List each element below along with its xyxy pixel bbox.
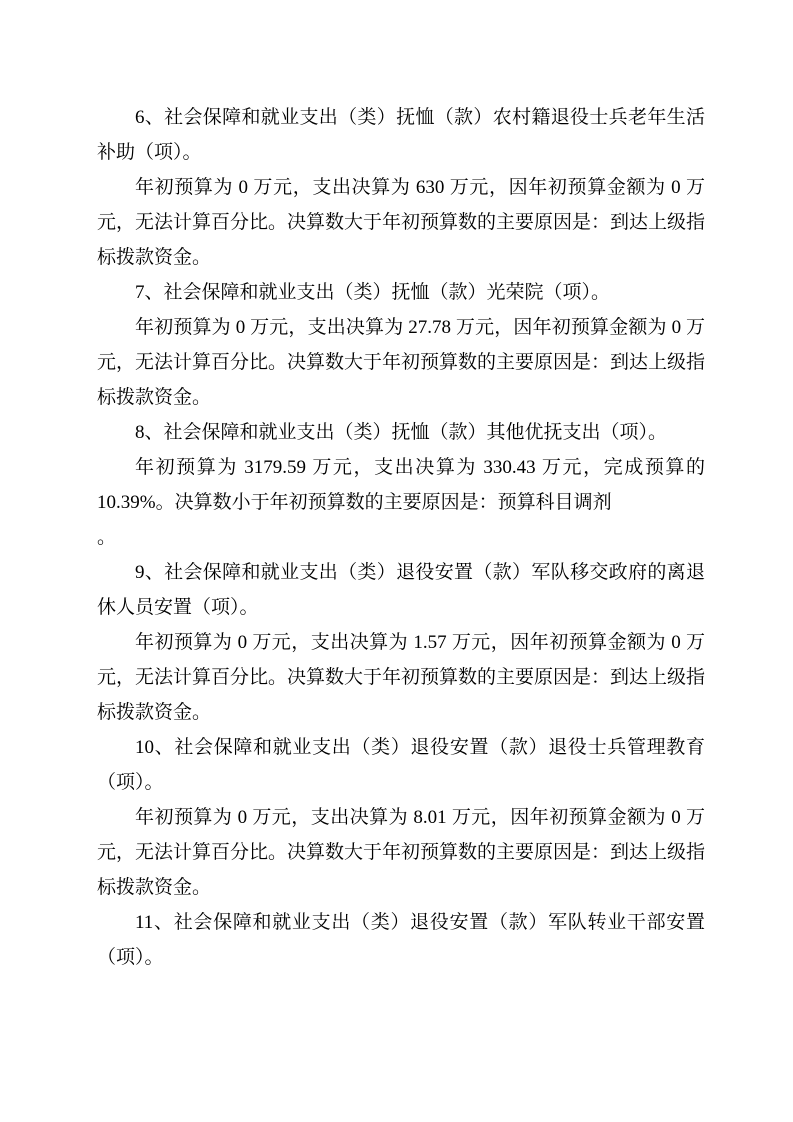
document-body (97, 100, 705, 975)
paragraph: 年初预算为 0 万元，支出决算为 8.01 万元，因年初预算金额为 0 万元，无法计算百分比。决算数大于年初预算数的主要原因是：到达上级指标拨款资金。 (97, 807, 706, 898)
paragraph: 6、社会保障和就业支出（类）抚恤（款）农村籍退役士兵老年生活补助（项）。 (97, 107, 705, 163)
paragraph: 7、社会保障和就业支出（类）抚恤（款）光荣院（项）。 (135, 282, 611, 303)
paragraph: 。 (97, 527, 117, 548)
paragraph: 年初预算为 3179.59 万元，支出决算为 330.43 万元，完成预算的 10.39%。决算数小于年初预算数的主要原因是：预算科目调剂 (97, 457, 705, 513)
paragraph: 8、社会保障和就业支出（类）抚恤（款）其他优抚支出（项）。 (135, 422, 668, 443)
paragraph: 年初预算为 0 万元，支出决算为 1.57 万元，因年初预算金额为 0 万元，无法计算百分比。决算数大于年初预算数的主要原因是：到达上级指标拨款资金。 (97, 632, 706, 723)
paragraph: 年初预算为 0 万元，支出决算为 27.78 万元，因年初预算金额为 0 万元，无法计算百分比。决算数大于年初预算数的主要原因是：到达上级指标拨款资金。 (97, 317, 706, 408)
paragraph: 11、社会保障和就业支出（类）退役安置（款）军队转业干部安置（项）。 (97, 912, 705, 968)
paragraph: 年初预算为 0 万元，支出决算为 630 万元，因年初预算金额为 0 万元，无法计算百分比。决算数大于年初预算数的主要原因是：到达上级指标拨款资金。 (97, 177, 706, 268)
paragraph: 9、社会保障和就业支出（类）退役安置（款）军队移交政府的离退休人员安置（项）。 (97, 562, 705, 618)
paragraph: 10、社会保障和就业支出（类）退役安置（款）退役士兵管理教育（项）。 (97, 737, 705, 793)
